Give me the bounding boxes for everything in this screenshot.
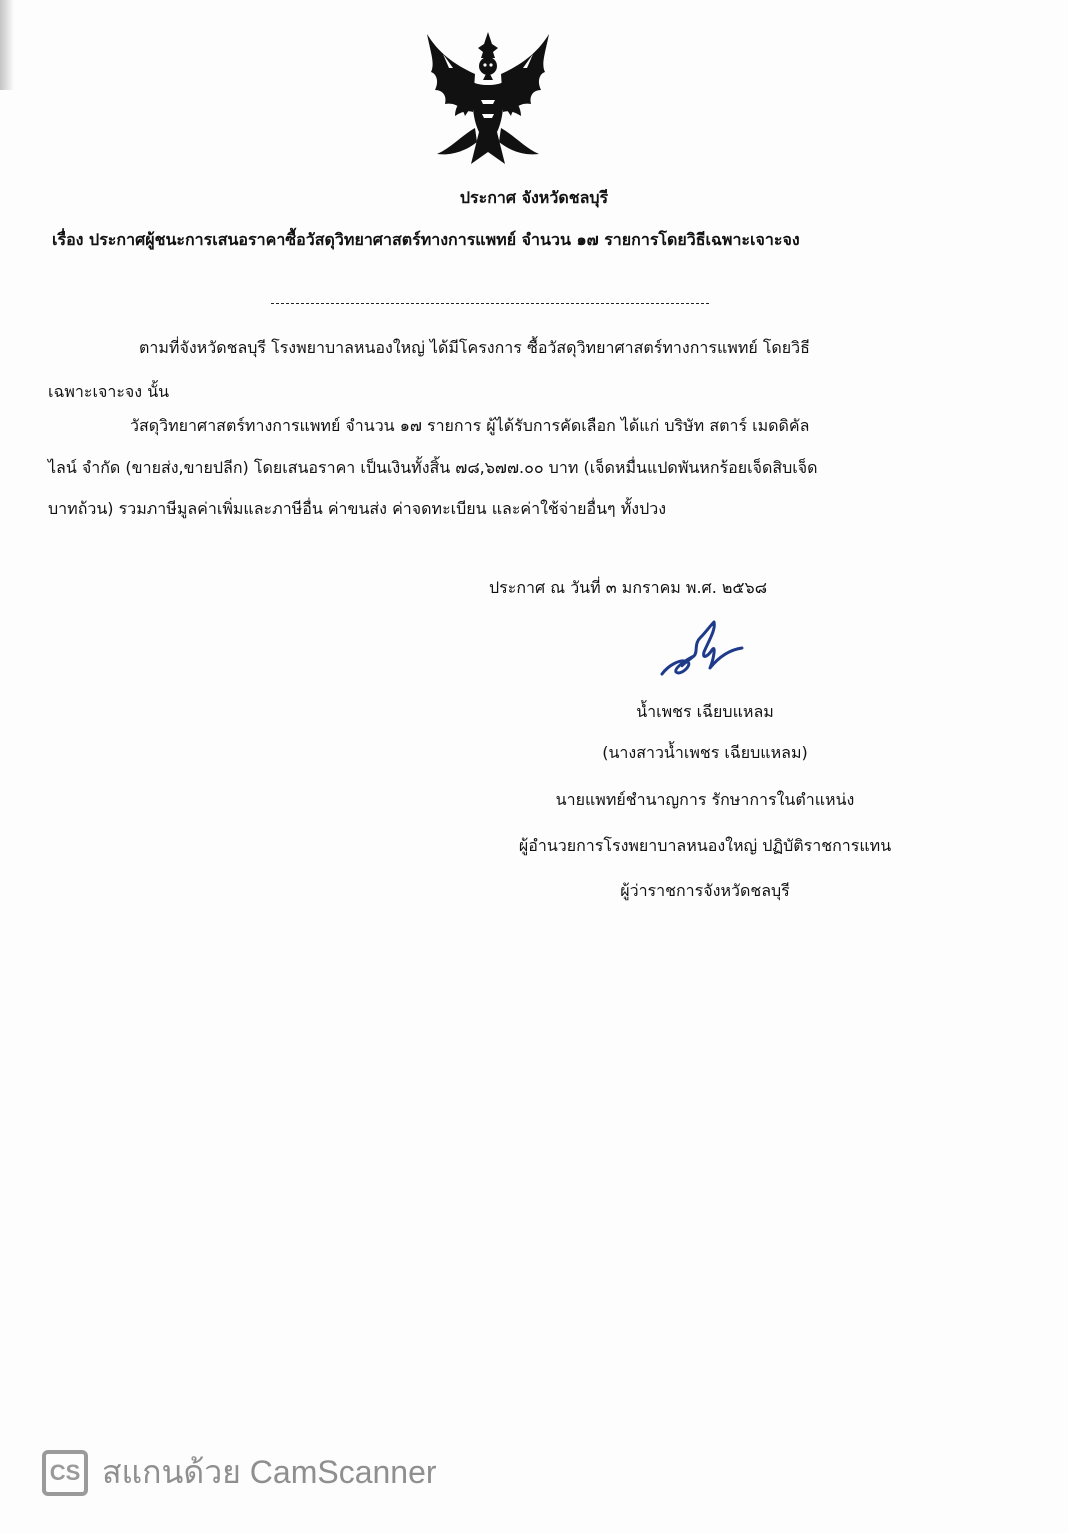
body-paragraph-2-line-3: บาทถ้วน) รวมภาษีมูลค่าเพิ่มและภาษีอื่น ค่าขนส่ง ค่าจดทะเบียน และค่าใช้จ่ายอื่นๆ ทั้งปวง [48, 499, 667, 518]
camscanner-logo-icon: CS [42, 1450, 88, 1496]
body-paragraph-2-line-2: ไลน์ จำกัด (ขายส่ง,ขายปลีก) โดยเสนอราคา เป็นเงินทั้งสิ้น ๗๘,๖๗๗.๐๐ บาท (เจ็ดหมื่นแปดพันหกร้อยเจ็ดสิบเจ็ด [48, 458, 818, 477]
camscanner-watermark [42, 1447, 437, 1498]
signatory-name: น้ำเพชร เฉียบแหลม [636, 702, 774, 721]
document-subject: เรื่อง ประกาศผู้ชนะการเสนอราคาซื้อวัสดุวิทยาศาสตร์ทางการแพทย์ จำนวน ๑๗ รายการโดยวิธีเฉพาะเจาะจง [52, 230, 800, 249]
body-paragraph-1-line-1: ตามที่จังหวัดชลบุรี โรงพยาบาลหนองใหญ่ ได้มีโครงการ ซื้อวัสดุวิทยาศาสตร์ทางการแพทย์ โดยวิธี [139, 338, 810, 357]
separator-line [271, 303, 709, 304]
scan-edge-shadow [0, 0, 14, 90]
signatory-role: ผู้อำนวยการโรงพยาบาลหนองใหญ่ ปฏิบัติราชการแทน [518, 836, 892, 855]
garuda-emblem-icon [413, 24, 563, 174]
handwritten-signature [650, 612, 750, 684]
signatory-position: นายแพทย์ชำนาญการ รักษาการในตำแหน่ง [555, 790, 855, 809]
document-title: ประกาศ จังหวัดชลบุรี [459, 188, 609, 207]
body-paragraph-1-line-2: เฉพาะเจาะจง นั้น [48, 382, 170, 401]
signatory-authority: ผู้ว่าราชการจังหวัดชลบุรี [620, 881, 790, 900]
announcement-date: ประกาศ ณ วันที่ ๓ มกราคม พ.ศ. ๒๕๖๘ [489, 578, 768, 597]
body-paragraph-2-line-1: วัสดุวิทยาศาสตร์ทางการแพทย์ จำนวน ๑๗ รายการ ผู้ได้รับการคัดเลือก ได้แก่ บริษัท สตาร์ เมดดิคัล [130, 416, 810, 435]
signatory-full-name: (นางสาวน้ำเพชร เฉียบแหลม) [602, 743, 808, 762]
watermark-text: สแกนด้วย CamScanner [102, 1454, 437, 1490]
